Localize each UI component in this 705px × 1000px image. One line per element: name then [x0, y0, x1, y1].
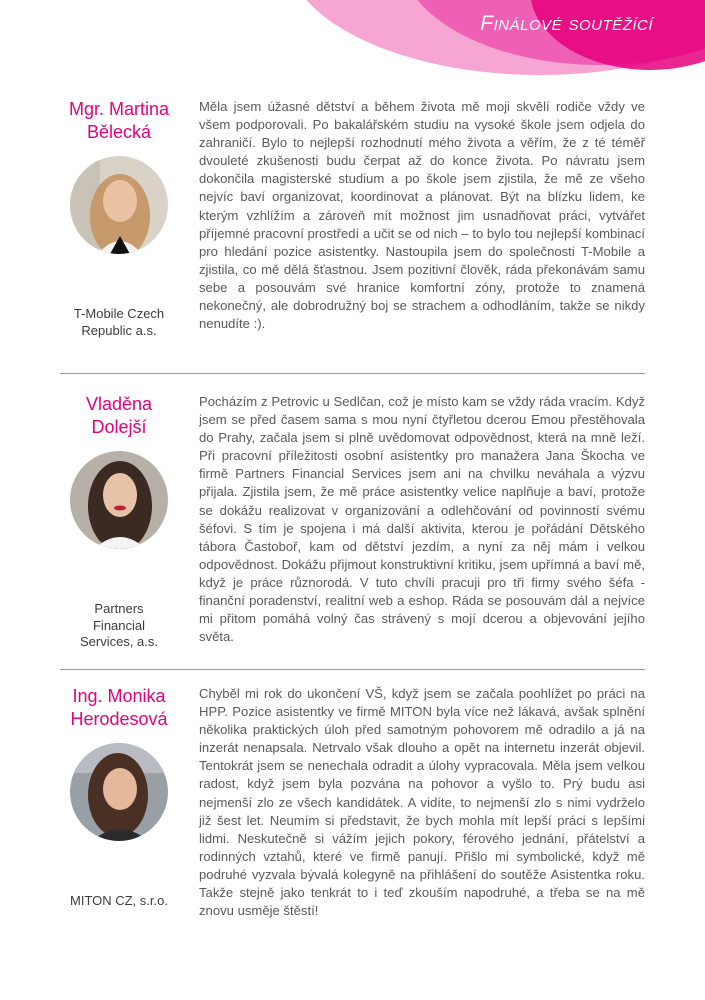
contestant-bio: Pocházím z Petrovic u Sedlčan, což je místo kam se vždy ráda vracím. Když jsem se před časem sama s mou nyní čtyřletou dcerou Emou přestěhovala do Prahy, začala jsem si plně uvědomovat odpovědnost, která na mně leží. Při pracovní příležitosti osobní asistentky pro manažera Jana Škocha ve firmě Partners Financial Services jsem ani na chvilku neváhala a výzvu přijala. Zjistila jsem, že mě práce asistentky velice naplňuje a baví, protože se dokážu realizovat v organizování a odlehčování od povinností svému šéfovi. S tím je spojena i má další aktivita, kterou je pořádání Dětského tábora Častoboř, kam od dětství jezdím, a nyní za něj mám i velkou odpovědnost. Dokážu přijmout konstruktivní kritiku, jsem upřímná a baví mě, když je práce různorodá. V tuto chvíli pracuji pro tři firmy svého šéfa - finanční poradenství, realitní web a eshop. Ráda se posouvám dál a nejvíce mi přitom pomáhá volný čas strávený s mojí dcerou a objevování jejího světa.: [199, 394, 645, 645]
contestant-name: [60, 393, 178, 439]
company-line-2: Republic a.s.: [81, 322, 157, 338]
contestant-bio: Chyběl mi rok do ukončení VŠ, když jsem se začala poohlížet po práci na HPP. Pozice asistentky ve firmě MITON byla více než lákavá, avšak splnění několika praktických úloh před samotným pohovorem mě odradilo a já na inzerát nenapsala. Netrvalo však dlouho a opět na internetu inzerát objevil. Tentokrát jsem se nenechala odradit a úlohy vypracovala. Měla jsem velkou radost, když jsem byla pozvána na pohovor a vyšlo to. Prý budu asi nejmenší zlo ze všech kandidátek. A vidíte, to nejmenší zlo s nimi vydrželo již šest let. Neumím si představit, že bych mohla mít lepší práci s lepšími lidmi. Neskutečně si vážím jejich pokory, férového jednání, přátelství a rodinných vztahů, které ve firmě panují. Přišlo mi symbolické, když mě podruhé vyzvala bývalá kolegyně na přihlášení do soutěže Asistentka roku. Takže stejně jako tenkrát to i teď zkouším napodruhé, a třeba se na mě znovu usměje štěstí!: [199, 686, 645, 919]
company-name: [60, 893, 178, 910]
contestant-photo: [70, 451, 168, 549]
contestant-bio: Měla jsem úžasné dětství a během života mě moji skvělí rodiče vždy ve všem podporovali. Po bakalářském studiu na vysoké škole jsem odjela do zahraničí. Bylo to nejlepší rozhodnutí mého života a věřím, že z té téměř dvouleté zkušenosti budu čerpat až do konce života. Po návratu jsem dokončila magisterské studium a po škole jsem zjistila, že mě ze všeho nejvíc baví organizovat, koordinovat a plánovat. Být na blízku lidem, ke kterým vzhlížím a zároveň mít možnost jim usnadňovat práci, vytvářet příjemné pracovní prostředí a učit se od nich – to bylo tou nejlepší kombinací pro hledání pozice asistentky. Nastoupila jsem do společnosti T-Mobile a zjistila, co mě dělá šťastnou. Jsem pozitivní člověk, ráda překonávám samu sebe a posouvám své hranice komfortní zóny, protože to znamená nekonečný, ale dobrodružný boj se strachem a odhodláním, takže se nikdy nenudíte :).: [199, 99, 645, 332]
name-line-2: Herodesová: [70, 709, 168, 729]
contestant-photo: [70, 743, 168, 841]
company-name: [60, 601, 178, 651]
company-line-1: Partners: [94, 601, 144, 616]
section-divider: [60, 669, 645, 670]
company-line-1: T-Mobile Czech: [73, 306, 165, 321]
profile-sidebar: [60, 393, 178, 651]
contestant-name: [60, 98, 178, 144]
company-line-3: Services, a.s.: [79, 634, 159, 649]
name-line-1: Vladěna: [85, 394, 153, 414]
name-line-1: Ing. Monika: [72, 686, 166, 706]
contestant-photo: [70, 156, 168, 254]
page-title: Finálové soutěžící: [480, 12, 653, 35]
company-line-1: MITON CZ, s.r.o.: [70, 893, 168, 908]
name-line-2: Dolejší: [91, 417, 147, 437]
company-name: [60, 306, 178, 339]
name-line-1: Mgr. Martina: [68, 99, 170, 119]
profile-sidebar: [60, 98, 178, 339]
contestant-name: [60, 685, 178, 731]
name-line-2: Bělecká: [86, 122, 152, 142]
company-line-2: Financial: [92, 617, 146, 633]
section-divider: [60, 373, 645, 374]
profile-sidebar: [60, 685, 178, 910]
